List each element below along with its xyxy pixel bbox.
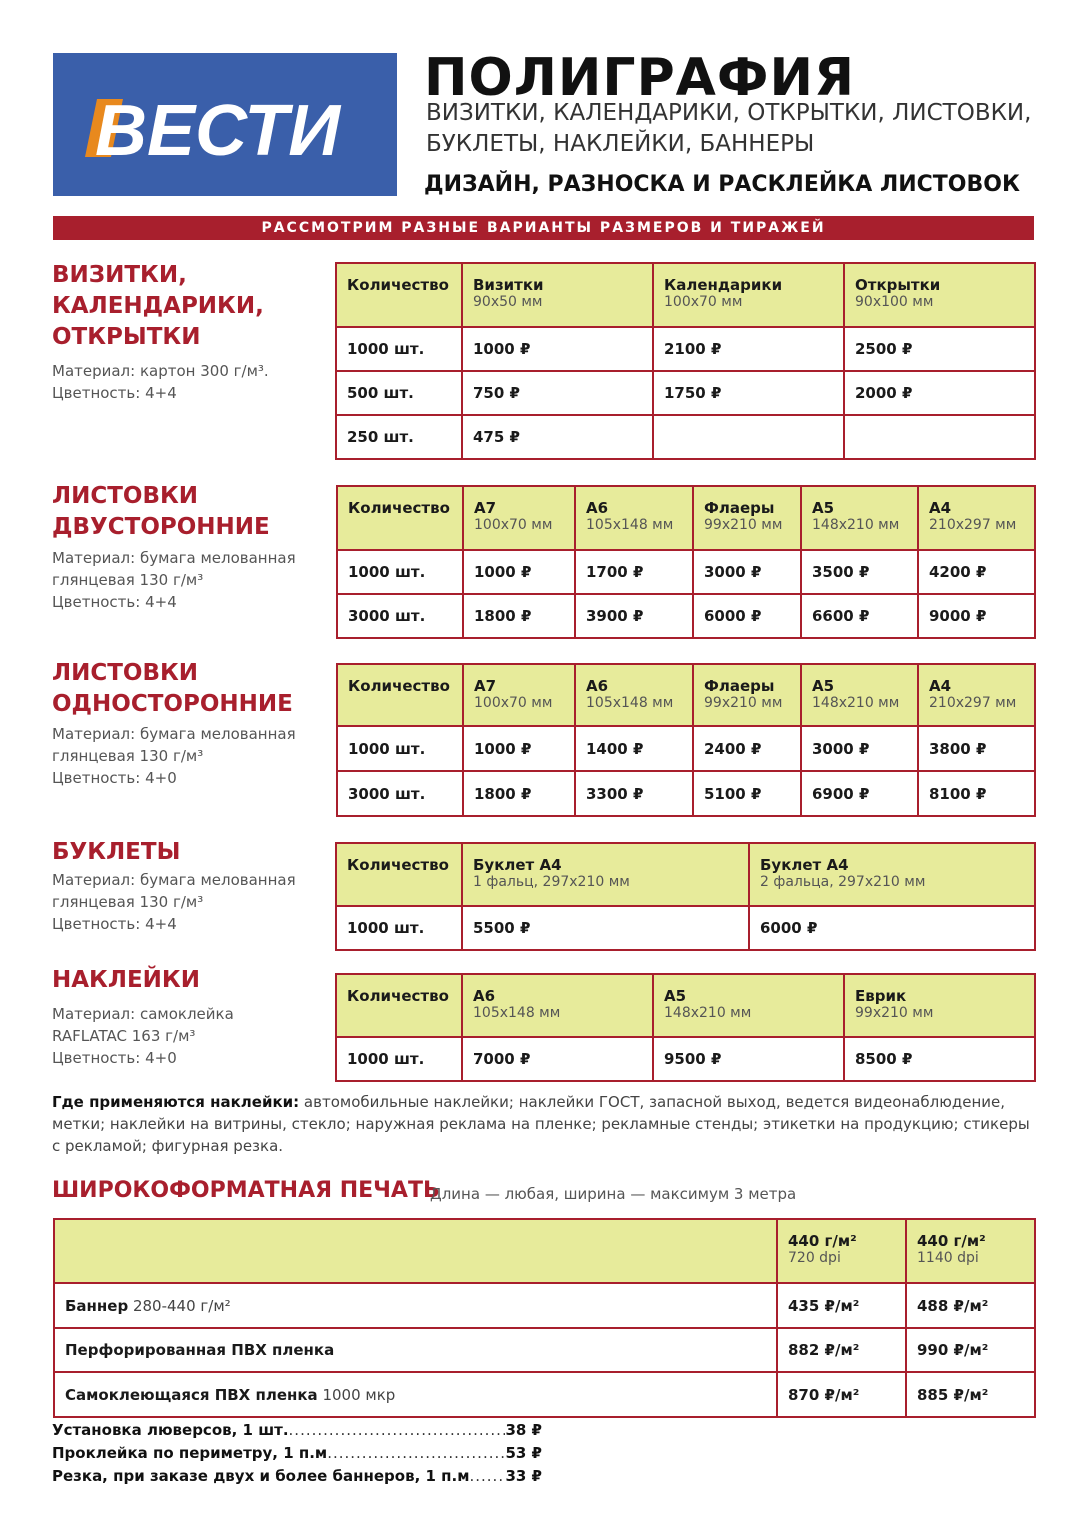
material-cell: Перфорированная ПВХ пленка — [54, 1328, 777, 1372]
table-row — [337, 594, 1035, 638]
extra-service-row — [52, 1442, 542, 1465]
price-cell: 8500 ₽ — [844, 1037, 1035, 1081]
price-cell: 2000 ₽ — [844, 371, 1035, 415]
desc-line: RAFLATAC 163 г/м³ — [52, 1027, 196, 1045]
logo — [53, 53, 397, 196]
price-cell: 1750 ₽ — [653, 371, 844, 415]
qty-cell: 500 шт. — [336, 371, 462, 415]
price-cell: 1000 ₽ — [462, 327, 653, 371]
logo-text: ВЕСТИ — [95, 91, 341, 171]
extra-service-price: 33 ₽ — [505, 1467, 542, 1485]
price-table-flyers-double — [336, 485, 1036, 639]
price-cell: 488 ₽/м² — [906, 1283, 1035, 1328]
qty-cell: 250 шт. — [336, 415, 462, 459]
header-cell: А6 105х148 мм — [462, 974, 653, 1037]
header-cell: А7 100х70 мм — [463, 664, 575, 726]
extra-services — [52, 1419, 542, 1488]
price-cell: 3900 ₽ — [575, 594, 693, 638]
price-cell: 1400 ₽ — [575, 726, 693, 771]
qty-cell: 1000 шт. — [337, 726, 463, 771]
section-title-stickers — [52, 965, 200, 996]
price-cell: 435 ₽/м² — [777, 1283, 906, 1328]
section-title-booklets — [52, 837, 180, 868]
price-cell: 882 ₽/м² — [777, 1328, 906, 1372]
header-cell: Открытки 90х100 мм — [844, 263, 1035, 327]
price-cell: 2500 ₽ — [844, 327, 1035, 371]
price-cell — [653, 415, 844, 459]
desc-line: глянцевая 130 г/м³ — [52, 747, 204, 765]
desc-line: Материал: бумага мелованная — [52, 725, 296, 743]
header-cell: Календарики 100х70 мм — [653, 263, 844, 327]
price-table-wideformat — [53, 1218, 1036, 1418]
page-subtitle-services: ДИЗАЙН, РАЗНОСКА И РАСКЛЕЙКА ЛИСТОВОК — [424, 172, 1020, 197]
extra-service-price: 38 ₽ — [505, 1421, 542, 1439]
table-row — [336, 371, 1035, 415]
header-cell: Буклет А4 1 фальц, 297х210 мм — [462, 843, 749, 906]
extra-service-label: Проклейка по периметру, 1 п.м — [52, 1444, 328, 1462]
section-title-cards — [52, 260, 264, 353]
section-desc-flyers-single — [52, 723, 322, 789]
price-cell: 1000 ₽ — [463, 726, 575, 771]
price-cell: 9000 ₽ — [918, 594, 1035, 638]
price-cell: 2100 ₽ — [653, 327, 844, 371]
section-title-line: КАЛЕНДАРИКИ, — [52, 293, 264, 319]
usage-label: Где применяются наклейки: — [52, 1093, 300, 1111]
desc-line: Цветность: 4+0 — [52, 769, 177, 787]
desc-line: Цветность: 4+4 — [52, 384, 177, 402]
header-cell: А6 105х148 мм — [575, 486, 693, 550]
section-title-line: БУКЛЕТЫ — [52, 839, 181, 865]
section-desc-stickers — [52, 1003, 322, 1069]
header-cell: Буклет А4 2 фальца, 297х210 мм — [749, 843, 1035, 906]
price-cell: 4200 ₽ — [918, 550, 1035, 594]
extra-service-row — [52, 1419, 542, 1442]
dot-leader — [327, 1442, 505, 1465]
header-cell: 440 г/м² 1140 dpi — [906, 1219, 1035, 1283]
price-cell — [844, 415, 1035, 459]
price-cell: 1800 ₽ — [463, 594, 575, 638]
section-title-wideformat: ШИРОКОФОРМАТНАЯ ПЕЧАТЬ — [52, 1178, 440, 1203]
section-desc-cards — [52, 360, 322, 404]
extra-service-row — [52, 1465, 542, 1488]
section-title-line: НАКЛЕЙКИ — [52, 967, 200, 993]
qty-cell: 3000 шт. — [337, 594, 463, 638]
desc-line: глянцевая 130 г/м³ — [52, 571, 204, 589]
header-cell: Количество — [337, 664, 463, 726]
desc-line: Материал: бумага мелованная — [52, 549, 296, 567]
subtitle-line: БУКЛЕТЫ, НАКЛЕЙКИ, БАННЕРЫ — [426, 131, 815, 157]
table-header-row — [336, 843, 1035, 906]
dot-leader — [469, 1465, 505, 1488]
subtitle-line: ВИЗИТКИ, КАЛЕНДАРИКИ, ОТКРЫТКИ, ЛИСТОВКИ, — [426, 100, 1032, 126]
price-cell: 3500 ₽ — [801, 550, 918, 594]
price-table-booklets — [335, 842, 1036, 951]
price-table-flyers-single — [336, 663, 1036, 817]
header-cell: Флаеры 99х210 мм — [693, 664, 801, 726]
price-cell: 5100 ₽ — [693, 771, 801, 816]
section-title-line: ВИЗИТКИ, — [52, 262, 187, 288]
header-cell: Количество — [336, 974, 462, 1037]
section-title-line: ОТКРЫТКИ — [52, 324, 201, 350]
desc-line: Материал: самоклейка — [52, 1005, 234, 1023]
desc-line: Материал: картон 300 г/м³. — [52, 362, 269, 380]
price-cell: 3800 ₽ — [918, 726, 1035, 771]
extra-service-label: Установка люверсов, 1 шт. — [52, 1421, 289, 1439]
table-row — [337, 550, 1035, 594]
price-cell: 6600 ₽ — [801, 594, 918, 638]
price-cell: 750 ₽ — [462, 371, 653, 415]
section-title-flyers-double — [52, 481, 270, 543]
header-cell: А5 148х210 мм — [801, 486, 918, 550]
material-cell: Баннер 280-440 г/м² — [54, 1283, 777, 1328]
price-cell: 475 ₽ — [462, 415, 653, 459]
desc-line: Цветность: 4+0 — [52, 1049, 177, 1067]
header-cell: А4 210х297 мм — [918, 664, 1035, 726]
extra-service-price: 53 ₽ — [505, 1444, 542, 1462]
price-cell: 7000 ₽ — [462, 1037, 653, 1081]
section-title-flyers-single — [52, 658, 293, 720]
price-cell: 1700 ₽ — [575, 550, 693, 594]
table-header-row — [336, 263, 1035, 327]
table-header-row — [54, 1219, 1035, 1283]
price-cell: 3000 ₽ — [693, 550, 801, 594]
table-header-row — [337, 664, 1035, 726]
price-cell: 870 ₽/м² — [777, 1372, 906, 1417]
header-cell: Флаеры 99х210 мм — [693, 486, 801, 550]
table-row — [337, 771, 1035, 816]
desc-line: Цветность: 4+4 — [52, 593, 177, 611]
section-title-line: ОДНОСТОРОННИЕ — [52, 691, 293, 717]
table-row — [336, 327, 1035, 371]
table-row — [54, 1283, 1035, 1328]
header-cell: А7 100х70 мм — [463, 486, 575, 550]
section-title-line: ЛИСТОВКИ — [52, 660, 199, 686]
section-title-line: ДВУСТОРОННИЕ — [52, 514, 270, 540]
header-cell: 440 г/м² 720 dpi — [777, 1219, 906, 1283]
page-subtitle — [426, 98, 1046, 160]
price-cell: 2400 ₽ — [693, 726, 801, 771]
desc-line: Материал: бумага мелованная — [52, 871, 296, 889]
header-cell: Количество — [337, 486, 463, 550]
table-row — [337, 726, 1035, 771]
table-header-row — [337, 486, 1035, 550]
dot-leader — [289, 1419, 506, 1442]
header-cell: Еврик 99х210 мм — [844, 974, 1035, 1037]
price-table-stickers — [335, 973, 1036, 1082]
table-row — [336, 1037, 1035, 1081]
sticker-usage-text — [52, 1091, 1042, 1157]
qty-cell: 1000 шт. — [336, 327, 462, 371]
extra-service-label: Резка, при заказе двух и более баннеров, 1 п.м — [52, 1467, 470, 1485]
price-cell: 3300 ₽ — [575, 771, 693, 816]
price-table-cards — [335, 262, 1036, 460]
price-cell: 885 ₽/м² — [906, 1372, 1035, 1417]
price-cell: 6900 ₽ — [801, 771, 918, 816]
section-title-line: ЛИСТОВКИ — [52, 483, 199, 509]
header-cell: А4 210х297 мм — [918, 486, 1035, 550]
page-title: ПОЛИГРАФИЯ — [424, 48, 856, 108]
header-cell: Количество — [336, 263, 462, 327]
price-cell: 8100 ₽ — [918, 771, 1035, 816]
qty-cell: 3000 шт. — [337, 771, 463, 816]
header-cell — [54, 1219, 777, 1283]
price-cell: 6000 ₽ — [693, 594, 801, 638]
table-header-row — [336, 974, 1035, 1037]
price-cell: 1000 ₽ — [463, 550, 575, 594]
price-cell: 3000 ₽ — [801, 726, 918, 771]
desc-line: Цветность: 4+4 — [52, 915, 177, 933]
table-row — [336, 906, 1035, 950]
section-desc-flyers-double — [52, 547, 322, 613]
header-cell: А6 105х148 мм — [575, 664, 693, 726]
wideformat-note: Длина — любая, ширина — максимум 3 метра — [430, 1185, 797, 1203]
logo-mark-icon — [53, 53, 397, 196]
price-cell: 9500 ₽ — [653, 1037, 844, 1081]
qty-cell: 1000 шт. — [336, 906, 462, 950]
price-cell: 5500 ₽ — [462, 906, 749, 950]
qty-cell: 1000 шт. — [336, 1037, 462, 1081]
section-desc-booklets — [52, 869, 322, 935]
table-row — [336, 415, 1035, 459]
price-cell: 1800 ₽ — [463, 771, 575, 816]
qty-cell: 1000 шт. — [337, 550, 463, 594]
desc-line: глянцевая 130 г/м³ — [52, 893, 204, 911]
banner: РАССМОТРИМ РАЗНЫЕ ВАРИАНТЫ РАЗМЕРОВ И ТИРАЖЕЙ — [53, 216, 1034, 240]
table-row — [54, 1372, 1035, 1417]
header-cell: Количество — [336, 843, 462, 906]
price-cell: 990 ₽/м² — [906, 1328, 1035, 1372]
usage-body: автомобильные наклейки; наклейки ГОСТ, запасной выход, ведется видеонаблюдение, метки; наклейки на витрины, стекло; наружная реклама на пленке; рекламные стенды; этикетки на продукцию; стикеры с рекламой; фигурная резка. — [52, 1093, 1030, 1155]
table-row — [54, 1328, 1035, 1372]
header-cell: Визитки 90х50 мм — [462, 263, 653, 327]
price-cell: 6000 ₽ — [749, 906, 1035, 950]
header-cell: А5 148х210 мм — [801, 664, 918, 726]
header-cell: А5 148х210 мм — [653, 974, 844, 1037]
material-cell: Самоклеющаяся ПВХ пленка 1000 мкр — [54, 1372, 777, 1417]
